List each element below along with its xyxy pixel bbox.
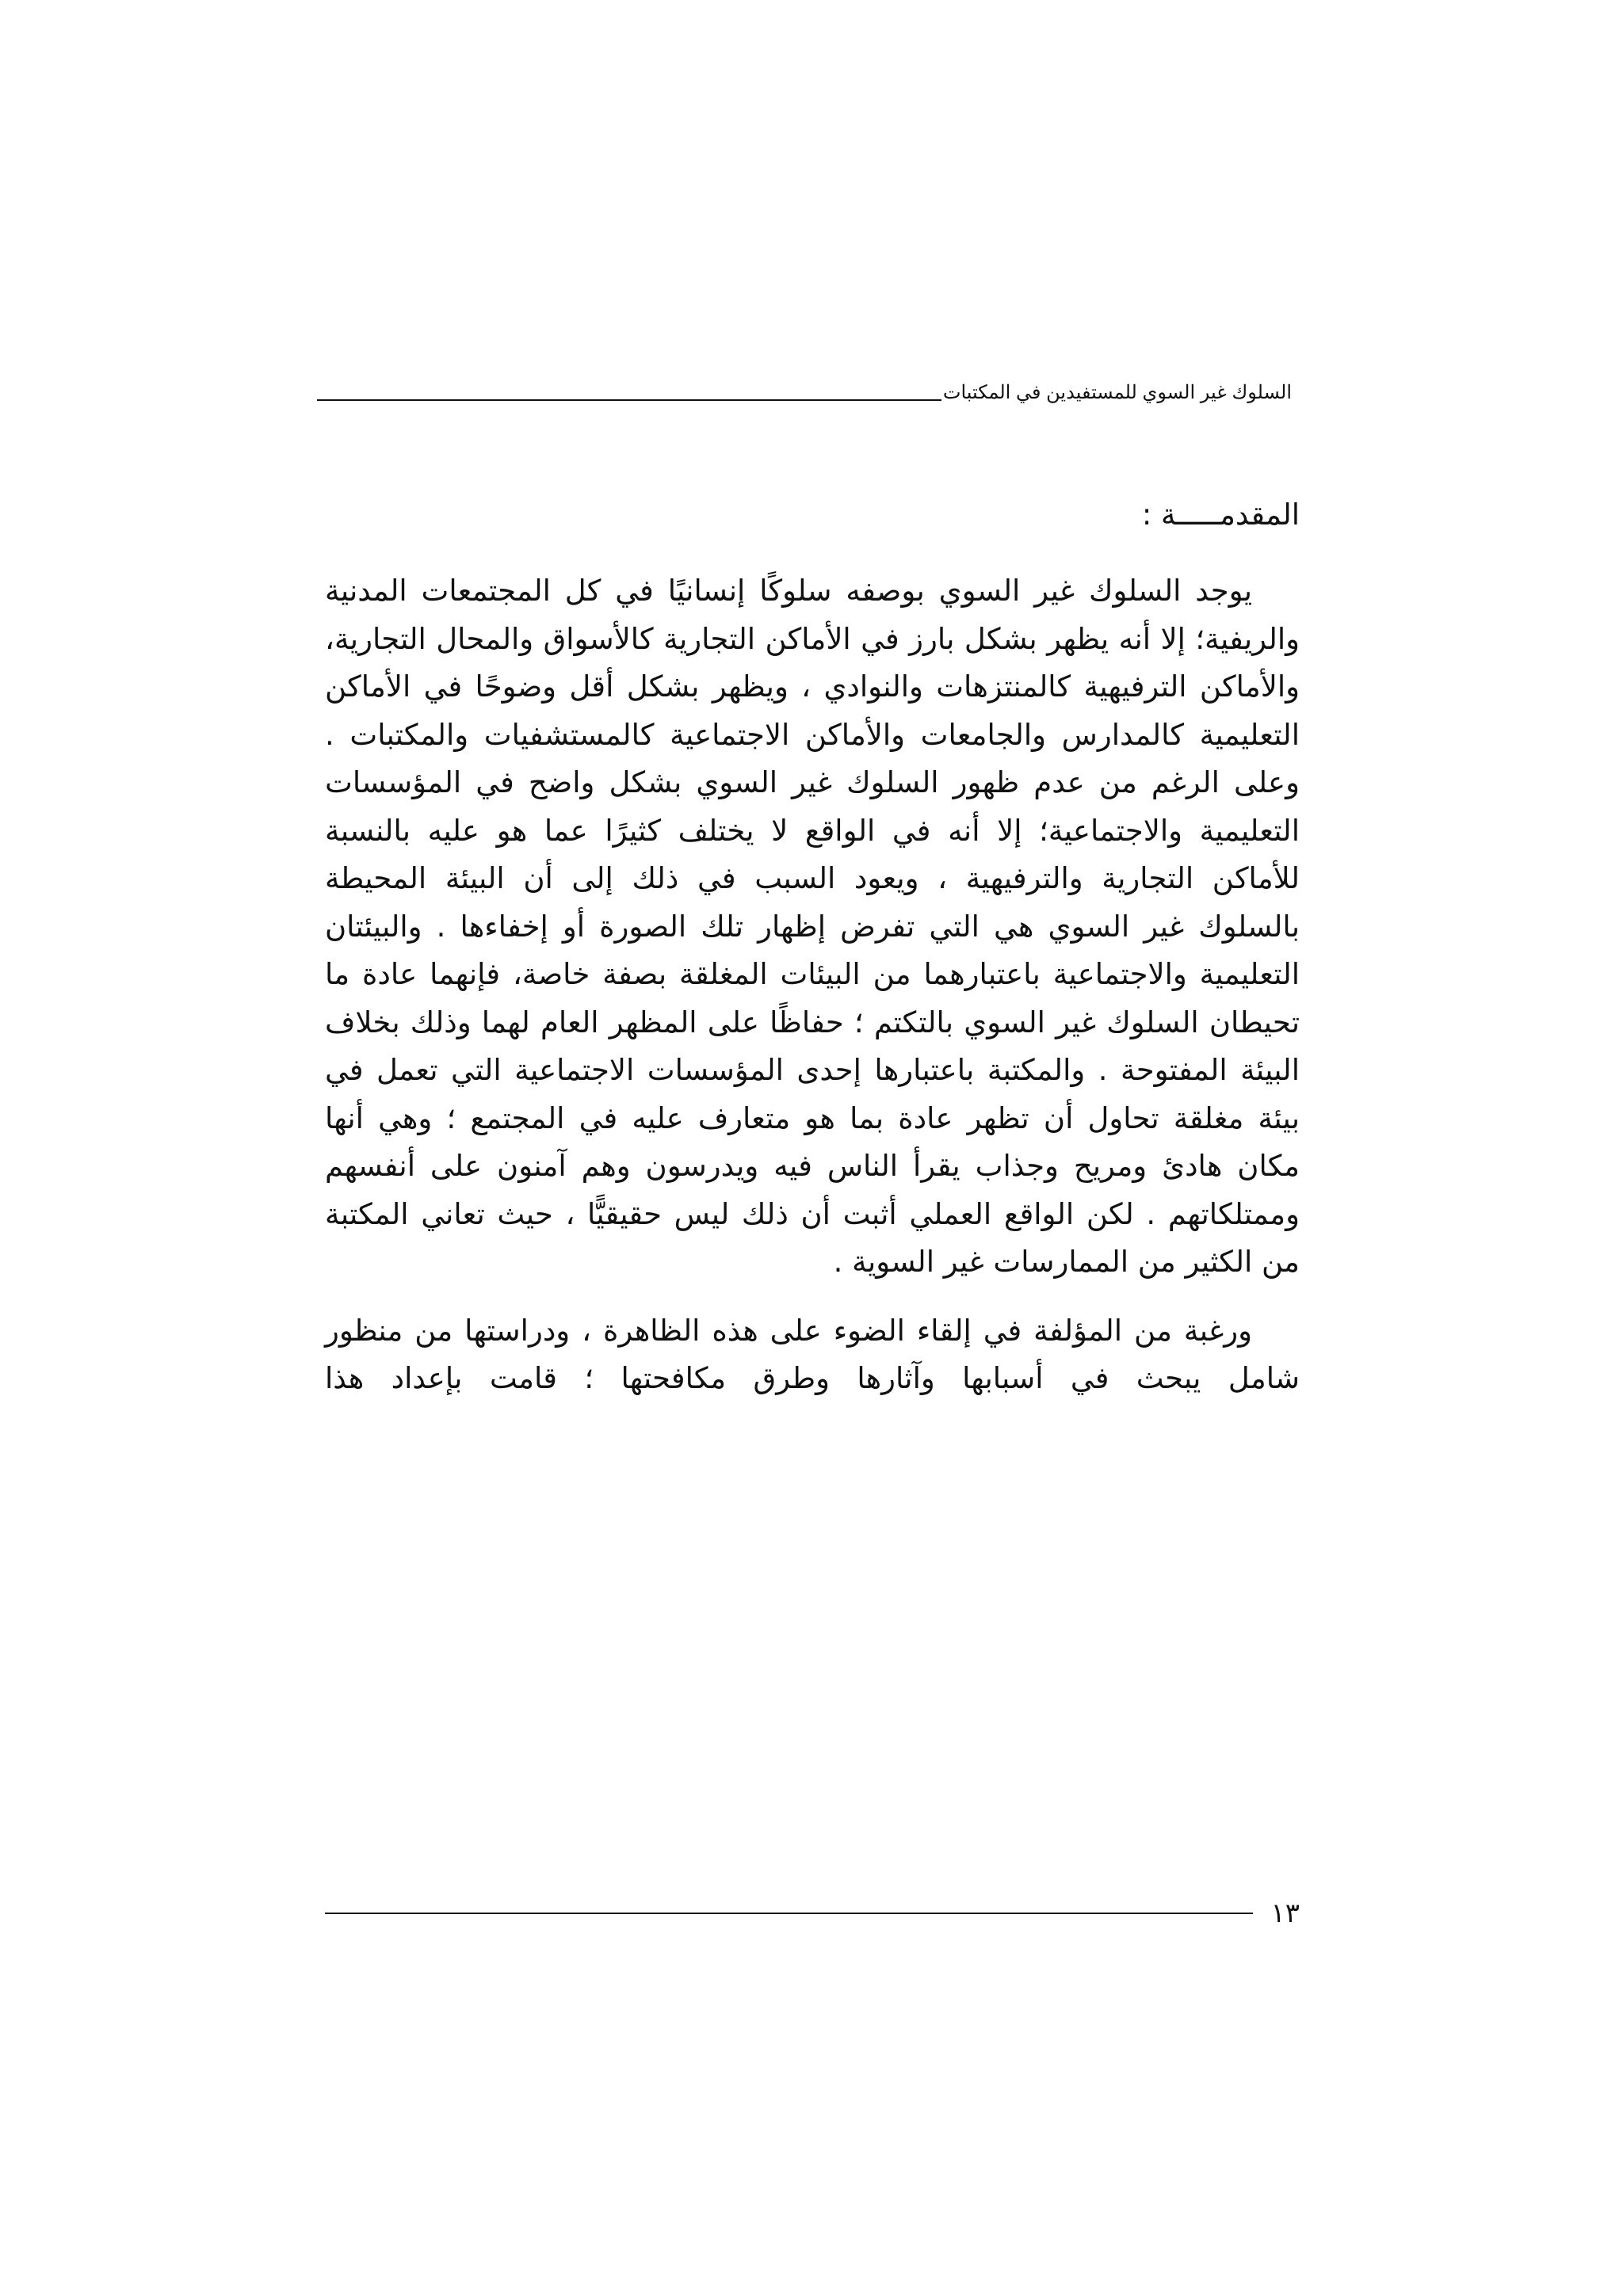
header-rule xyxy=(317,399,941,401)
running-header-title: السلوك غير السوي للمستفيدين في المكتبات xyxy=(942,382,1292,403)
page-number: ١٣ xyxy=(1270,1897,1300,1929)
paragraph-2: ورغبة من المؤلفة في إلقاء الضوء على هذه الظاهرة ، ودراستها من منظور شامل يبحث في أسبابها وآثارها وطرق مكافحتها ؛ قامت بإعداد هذا xyxy=(325,1313,1300,1395)
section-title: المقدمـــــة : xyxy=(1141,498,1300,532)
page-footer xyxy=(325,1897,1300,1929)
page-body xyxy=(325,491,1300,1424)
running-header xyxy=(317,371,1292,402)
paragraph-1: يوجد السلوك غير السوي بوصفه سلوكًا إنسانيًا في كل المجتمعات المدنية والريفية؛ إلا أنه يظهر بشكل بارز في الأماكن التجارية كالأسواق والمحال التجارية، والأماكن الترفيهية كالمنتزهات والنوادي ، ويظهر بشكل أقل وضوحًا في الأماكن التعليمية كالمدارس والجامعات والأماكن الاجتماعية كالمستشفيات والمكتبات . وعلى الرغم من عدم ظهور السلوك غير السوي بشكل واضح في المؤسسات التعليمية والاجتماعية؛ إلا أنه في الواقع لا يختلف كثيرًا عما هو عليه بالنسبة للأماكن التجارية والترفيهية ، ويعود السبب في ذلك إلى أن البيئة المحيطة بالسلوك غير السوي هي التي تفرض إظهار تلك الصورة أو إخفاءها . والبيئتان التعليمية والاجتماعية باعتبارهما من البيئات المغلقة بصفة خاصة، فإنهما عادة ما تحيطان السلوك غير السوي بالتكتم ؛ حفاظًا على المظهر العام لهما وذلك بخلاف البيئة المفتوحة . والمكتبة باعتبارها إحدى المؤسسات الاجتماعية التي تعمل في بيئة مغلقة تحاول أن تظهر عادة بما هو متعارف عليه في المجتمع ؛ وهي أنها مكان هادئ ومريح وجذاب يقرأ الناس فيه ويدرسون وهم آمنون على أنفسهم وممتلكاتهم . لكن الواقع العملي أثبت أن ذلك ليس حقيقيًّا ، حيث تعاني المكتبة من الكثير من الممارسات غير السوية . xyxy=(325,574,1300,1279)
footer-rule xyxy=(325,1913,1253,1914)
